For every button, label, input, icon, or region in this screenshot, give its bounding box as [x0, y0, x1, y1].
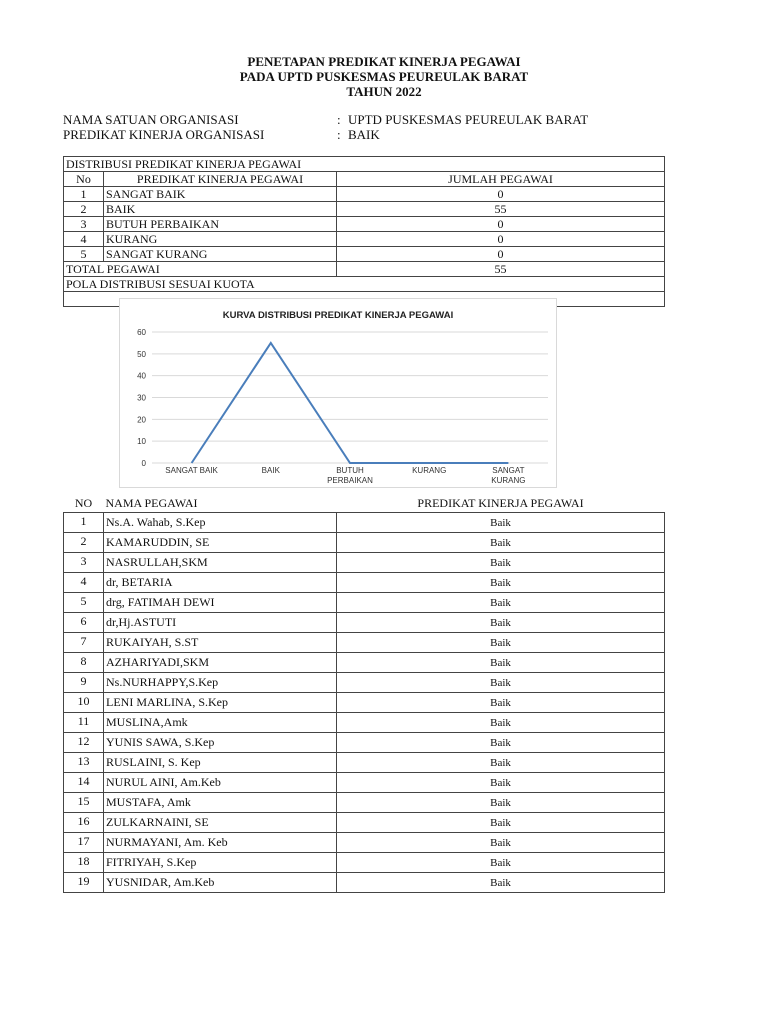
x-tick-label	[165, 466, 218, 475]
distribution-row-no: 5	[64, 247, 104, 262]
distribution-row-label: SANGAT BAIK	[104, 187, 337, 202]
employee-name: RUKAIYAH, S.ST	[104, 633, 337, 653]
distribution-header-row	[64, 172, 665, 187]
employee-no: 15	[64, 793, 104, 813]
distribution-row-no: 2	[64, 202, 104, 217]
employee-name: LENI MARLINA, S.Kep	[104, 693, 337, 713]
emp-col-pred-header: PREDIKAT KINERJA PEGAWAI	[337, 495, 665, 513]
col-no-header: No	[64, 172, 104, 187]
table-row	[64, 633, 665, 653]
employee-name: AZHARIYADI,SKM	[104, 653, 337, 673]
employee-no: 8	[64, 653, 104, 673]
x-tick-label-line: KURANG	[491, 476, 526, 485]
table-row	[64, 673, 665, 693]
y-tick-label: 40	[137, 371, 146, 381]
org-name-value: UPTD PUSKESMAS PEUREULAK BARAT	[348, 112, 589, 127]
employee-no: 4	[64, 573, 104, 593]
y-tick-label: 30	[137, 393, 146, 403]
table-row	[64, 713, 665, 733]
employee-predicate: Baik	[337, 753, 665, 773]
x-tick-label-line: PERBAIKAN	[327, 476, 373, 485]
table-row	[64, 513, 665, 533]
employee-name: NASRULLAH,SKM	[104, 553, 337, 573]
y-tick-label: 60	[137, 328, 146, 337]
x-tick-label-line: BUTUH	[336, 466, 364, 475]
distribution-row-label: BUTUH PERBAIKAN	[104, 217, 337, 232]
employee-predicate: Baik	[337, 773, 665, 793]
distribution-row-no: 3	[64, 217, 104, 232]
employee-name: YUSNIDAR, Am.Keb	[104, 873, 337, 893]
table-row	[64, 833, 665, 853]
employee-predicate: Baik	[337, 673, 665, 693]
distribution-row-label: KURANG	[104, 232, 337, 247]
chart-title: KURVA DISTRIBUSI PREDIKAT KINERJA PEGAWAI	[222, 310, 454, 321]
table-row	[64, 613, 665, 633]
distribution-row	[64, 232, 665, 247]
org-predicate-colon: :	[337, 127, 341, 142]
x-tick-label	[327, 466, 373, 485]
employee-predicate: Baik	[337, 733, 665, 753]
table-row	[64, 813, 665, 833]
employee-name: NURMAYANI, Am. Keb	[104, 833, 337, 853]
employee-no: 2	[64, 533, 104, 553]
distribution-row-count: 0	[337, 187, 665, 202]
emp-col-no-header: NO	[64, 495, 104, 513]
employee-name: Ns.NURHAPPY,S.Kep	[104, 673, 337, 693]
distribution-row-label: SANGAT KURANG	[104, 247, 337, 262]
employee-predicate: Baik	[337, 633, 665, 653]
pattern-label: POLA DISTRIBUSI SESUAI KUOTA	[64, 277, 665, 292]
table-row	[64, 773, 665, 793]
employee-name: YUNIS SAWA, S.Kep	[104, 733, 337, 753]
y-tick-label: 10	[137, 437, 146, 447]
distribution-row-no: 1	[64, 187, 104, 202]
employee-name: FITRIYAH, S.Kep	[104, 853, 337, 873]
total-value: 55	[337, 262, 665, 277]
distribution-row	[64, 217, 665, 232]
employee-predicate: Baik	[337, 693, 665, 713]
total-row	[64, 262, 665, 277]
employee-predicate: Baik	[337, 793, 665, 813]
table-row	[64, 873, 665, 893]
employee-predicate: Baik	[337, 873, 665, 893]
distribution-row-count: 55	[337, 202, 665, 217]
employee-no: 18	[64, 853, 104, 873]
col-count-header: JUMLAH PEGAWAI	[337, 172, 665, 187]
table-row	[64, 693, 665, 713]
x-tick-label-line: SANGAT	[492, 466, 525, 475]
employee-no: 10	[64, 693, 104, 713]
employee-name: MUSLINA,Amk	[104, 713, 337, 733]
table-row	[64, 593, 665, 613]
employee-name: drg, FATIMAH DEWI	[104, 593, 337, 613]
employee-predicate: Baik	[337, 853, 665, 873]
distribution-title-row	[64, 157, 665, 172]
employee-no: 17	[64, 833, 104, 853]
col-predicate-header: PREDIKAT KINERJA PEGAWAI	[104, 172, 337, 187]
distribution-row-count: 0	[337, 232, 665, 247]
table-row	[64, 753, 665, 773]
table-row	[64, 733, 665, 753]
employee-predicate: Baik	[337, 833, 665, 853]
table-row	[64, 533, 665, 553]
employee-predicate: Baik	[337, 713, 665, 733]
employee-predicate: Baik	[337, 553, 665, 573]
page-title-line-3: TAHUN 2022	[346, 84, 422, 99]
employee-predicate: Baik	[337, 533, 665, 553]
org-name-colon: :	[337, 112, 341, 127]
employee-name: dr, BETARIA	[104, 573, 337, 593]
distribution-row	[64, 187, 665, 202]
employee-no: 19	[64, 873, 104, 893]
x-tick-label-line: BAIK	[261, 466, 280, 475]
employee-predicate: Baik	[337, 613, 665, 633]
page-title-line-2: PADA UPTD PUSKESMAS PEUREULAK BARAT	[239, 69, 529, 84]
employee-predicate: Baik	[337, 573, 665, 593]
distribution-title: DISTRIBUSI PREDIKAT KINERJA PEGAWAI	[64, 157, 665, 172]
employee-name: ZULKARNAINI, SE	[104, 813, 337, 833]
employee-no: 1	[64, 513, 104, 533]
employee-no: 12	[64, 733, 104, 753]
distribution-row-count: 0	[337, 217, 665, 232]
employee-no: 3	[64, 553, 104, 573]
employee-header-row	[64, 495, 665, 513]
employee-no: 11	[64, 713, 104, 733]
employee-name: MUSTAFA, Amk	[104, 793, 337, 813]
employee-predicate: Baik	[337, 513, 665, 533]
y-tick-label: 50	[137, 349, 146, 359]
table-row	[64, 793, 665, 813]
org-predicate-label: PREDIKAT KINERJA ORGANISASI	[63, 127, 265, 142]
employee-no: 5	[64, 593, 104, 613]
org-name-label: NAMA SATUAN ORGANISASI	[63, 112, 239, 127]
employee-name: Ns.A. Wahab, S.Kep	[104, 513, 337, 533]
page-title-line-1: PENETAPAN PREDIKAT KINERJA PEGAWAI	[247, 54, 521, 69]
table-row	[64, 653, 665, 673]
employee-predicate: Baik	[337, 593, 665, 613]
employee-no: 16	[64, 813, 104, 833]
distribution-chart	[120, 299, 556, 487]
distribution-row-count: 0	[337, 247, 665, 262]
employee-name: dr,Hj.ASTUTI	[104, 613, 337, 633]
employee-no: 9	[64, 673, 104, 693]
org-predicate-value: BAIK	[348, 127, 380, 142]
employee-predicate: Baik	[337, 653, 665, 673]
employee-name: RUSLAINI, S. Kep	[104, 753, 337, 773]
chart-container	[119, 298, 557, 488]
x-tick-label	[262, 466, 281, 475]
x-tick-label-line: KURANG	[412, 466, 447, 475]
distribution-row-label: BAIK	[104, 202, 337, 217]
employee-name: NURUL AINI, Am.Keb	[104, 773, 337, 793]
employee-no: 6	[64, 613, 104, 633]
x-tick-label-line: SANGAT BAIK	[165, 466, 218, 475]
y-tick-label: 0	[141, 459, 146, 468]
employee-predicate: Baik	[337, 813, 665, 833]
distribution-table	[63, 156, 665, 307]
distribution-row	[64, 202, 665, 217]
distribution-row	[64, 247, 665, 262]
table-row	[64, 573, 665, 593]
x-tick-label	[412, 466, 446, 475]
table-row	[64, 853, 665, 873]
employee-no: 14	[64, 773, 104, 793]
pattern-row	[64, 277, 665, 292]
employee-name: KAMARUDDIN, SE	[104, 533, 337, 553]
distribution-row-no: 4	[64, 232, 104, 247]
employee-table	[63, 495, 665, 893]
x-tick-label	[491, 466, 525, 485]
emp-col-name-header: NAMA PEGAWAI	[104, 495, 337, 513]
series-line	[192, 343, 509, 463]
total-label: TOTAL PEGAWAI	[64, 262, 337, 277]
employee-no: 13	[64, 753, 104, 773]
table-row	[64, 553, 665, 573]
employee-no: 7	[64, 633, 104, 653]
y-tick-label: 20	[137, 415, 146, 425]
